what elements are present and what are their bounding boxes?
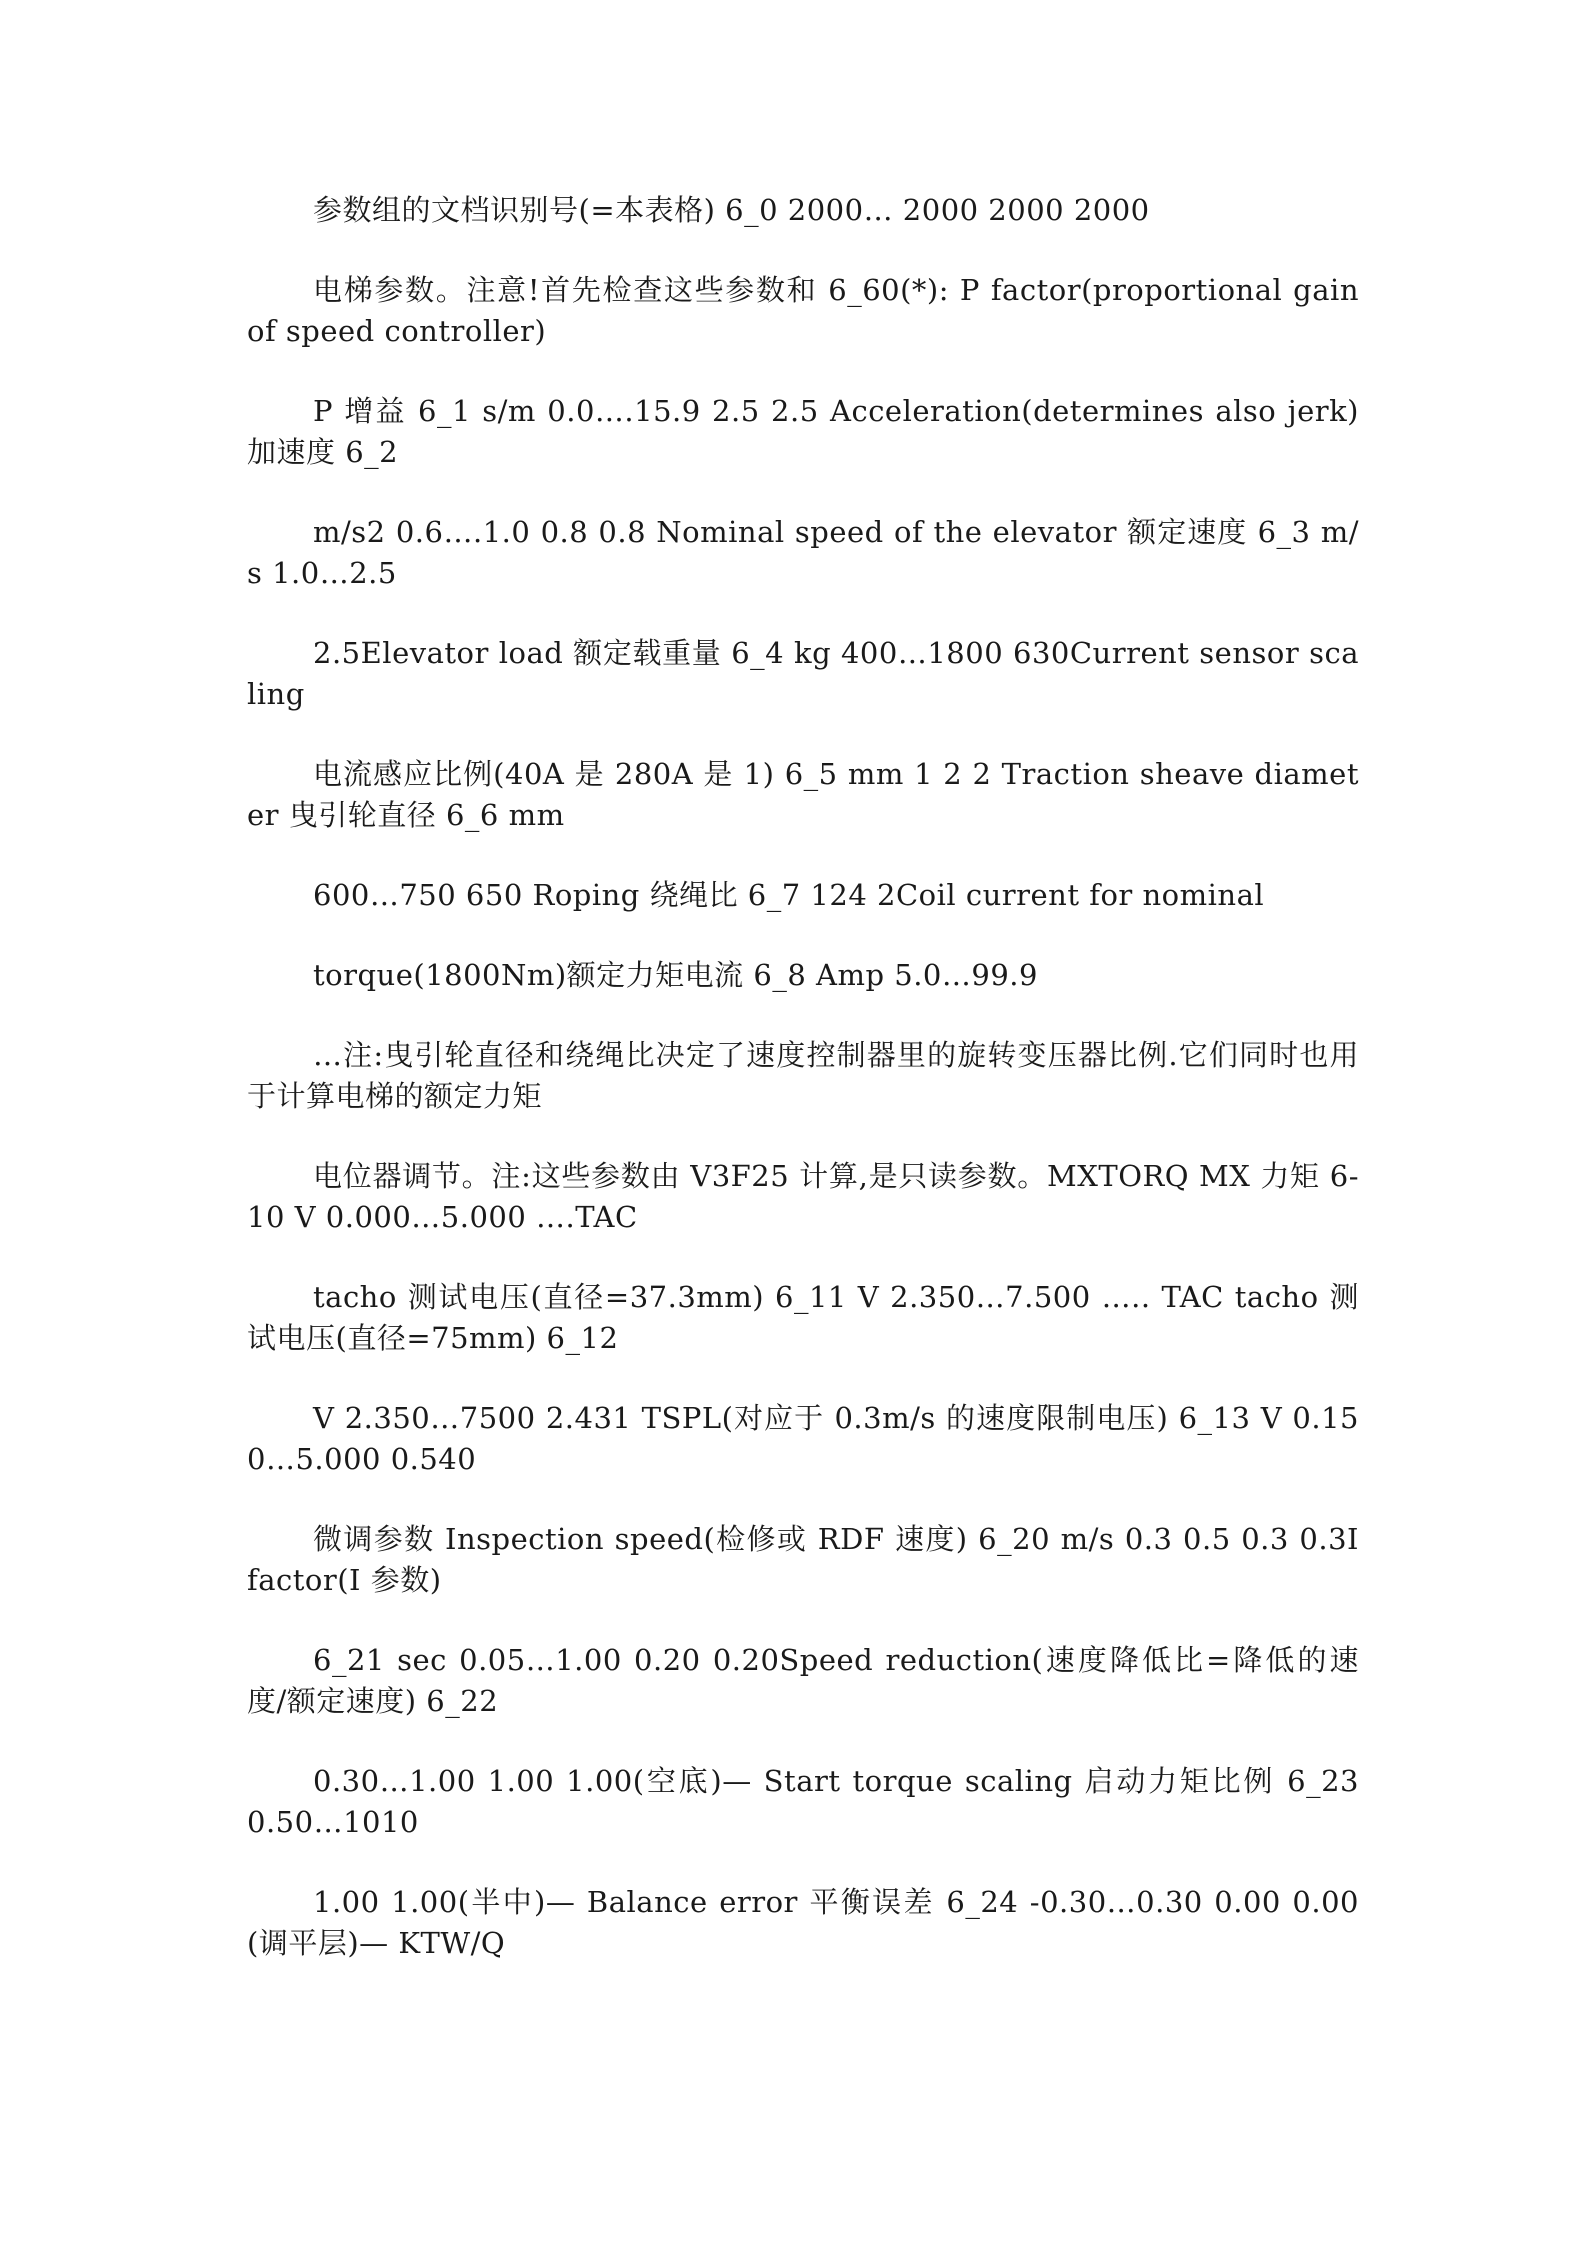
document-body xyxy=(247,190,1359,2003)
paragraph: 2.5Elevator load 额定载重量 6_4 kg 400…1800 630Current sensor scaling xyxy=(247,636,1359,711)
paragraph: 0.30…1.00 1.00 1.00(空底)— Start torque scaling 启动力矩比例 6_23 0.50…1010 xyxy=(247,1764,1359,1839)
paragraph: tacho 测试电压(直径=37.3mm) 6_11 V 2.350…7.500 ….. TAC tacho 测试电压(直径=75mm) 6_12 xyxy=(247,1280,1359,1355)
paragraph: m/s2 0.6….1.0 0.8 0.8 Nominal speed of the elevator 额定速度 6_3 m/s 1.0…2.5 xyxy=(247,515,1359,590)
paragraph: 6_21 sec 0.05…1.00 0.20 0.20Speed reduction(速度降低比=降低的速度/额定速度) 6_22 xyxy=(247,1643,1359,1718)
paragraph: 电流感应比例(40A 是 280A 是 1) 6_5 mm 1 2 2 Traction sheave diameter 曳引轮直径 6_6 mm xyxy=(247,757,1359,832)
paragraph: P 增益 6_1 s/m 0.0….15.9 2.5 2.5 Acceleration(determines also jerk)加速度 6_2 xyxy=(247,394,1359,469)
paragraph: …注:曳引轮直径和绕绳比决定了速度控制器里的旋转变压器比例.它们同时也用于计算电梯的额定力矩 xyxy=(247,1038,1359,1113)
paragraph: torque(1800Nm)额定力矩电流 6_8 Amp 5.0…99.9 xyxy=(313,958,1038,992)
paragraph: 电位器调节。注:这些参数由 V3F25 计算,是只读参数。MXTORQ MX 力矩 6-10 V 0.000…5.000 ….TAC xyxy=(247,1159,1359,1234)
paragraph: 1.00 1.00(半中)— Balance error 平衡误差 6_24 -0.30…0.30 0.00 0.00(调平层)— KTW/Q xyxy=(247,1885,1359,1960)
paragraph: 电梯参数。注意!首先检查这些参数和 6_60(*): P factor(proportional gain of speed controller) xyxy=(247,273,1359,348)
paragraph: 微调参数 Inspection speed(检修或 RDF 速度) 6_20 m/s 0.3 0.5 0.3 0.3I factor(I 参数) xyxy=(247,1522,1359,1597)
paragraph: 参数组的文档识别号(=本表格) 6_0 2000… 2000 2000 2000 xyxy=(313,193,1150,227)
paragraph: 600…750 650 Roping 绕绳比 6_7 124 2Coil current for nominal xyxy=(313,878,1265,912)
paragraph: V 2.350…7500 2.431 TSPL(对应于 0.3m/s 的速度限制电压) 6_13 V 0.150…5.000 0.540 xyxy=(247,1401,1359,1476)
